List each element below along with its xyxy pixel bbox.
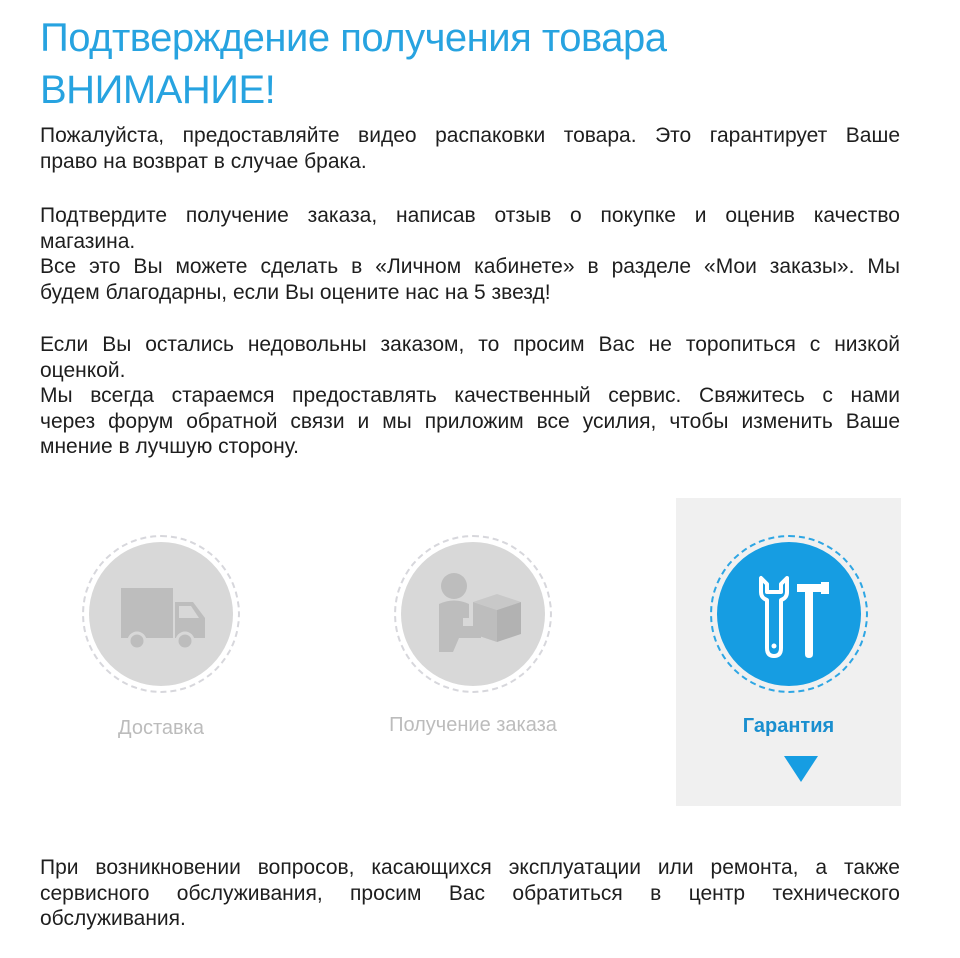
circle <box>89 542 233 686</box>
dissatisfied-paragraph <box>40 332 900 460</box>
text-line: через форум обратной связи и мы приложим все усилия, чтобы изменить Ваше <box>40 409 900 433</box>
title-line-1: Подтверждение получения товара <box>40 16 667 60</box>
page-title <box>40 12 667 116</box>
text-line: При возникновении вопросов, касающихся эксплуатации или ремонта, а также <box>40 856 900 879</box>
text-line: право на возврат в случае брака. <box>40 149 367 173</box>
text-line: будем благодарны, если Вы оцените нас на 5 звезд! <box>40 280 551 304</box>
down-arrow-icon <box>784 756 818 782</box>
service-center-paragraph <box>40 855 900 932</box>
step-warranty <box>676 498 901 806</box>
text-line: Пожалуйста, предоставляйте видео распаковки товара. Это гарантирует Ваше <box>40 124 900 147</box>
text-line: Если Вы остались недовольны заказом, то просим Вас не торопиться с низкой <box>40 333 900 356</box>
text-line: сервисного обслуживания, просим Вас обратиться в центр технического <box>40 881 900 905</box>
text-line: Подтвердите получение заказа, написав отзыв о покупке и оценив качество <box>40 204 900 227</box>
text-line: Все это Вы можете сделать в «Личном кабинете» в разделе «Мои заказы». Мы <box>40 255 900 278</box>
confirm-order-paragraph <box>40 203 900 305</box>
text-line: оценкой. <box>40 358 126 382</box>
step-label: Доставка <box>118 717 204 739</box>
text-line: магазина. <box>40 229 136 253</box>
person-box-icon <box>401 542 545 686</box>
text-line: обслуживания. <box>40 907 186 930</box>
step-delivery <box>46 498 276 806</box>
step-receiving-order <box>358 498 588 806</box>
step-label: Получение заказа <box>389 714 557 736</box>
video-unboxing-paragraph <box>40 123 900 174</box>
step-label: Гарантия <box>742 715 835 737</box>
text-line: Мы всегда стараемся предоставлять качественный сервис. Свяжитесь с нами <box>40 384 900 407</box>
wrench-hammer-icon <box>717 542 861 686</box>
title-line-2: ВНИМАНИЕ! <box>40 68 276 112</box>
circle <box>401 542 545 686</box>
truck-icon <box>89 542 233 686</box>
circle <box>717 542 861 686</box>
text-line: мнение в лучшую сторону. <box>40 435 299 458</box>
